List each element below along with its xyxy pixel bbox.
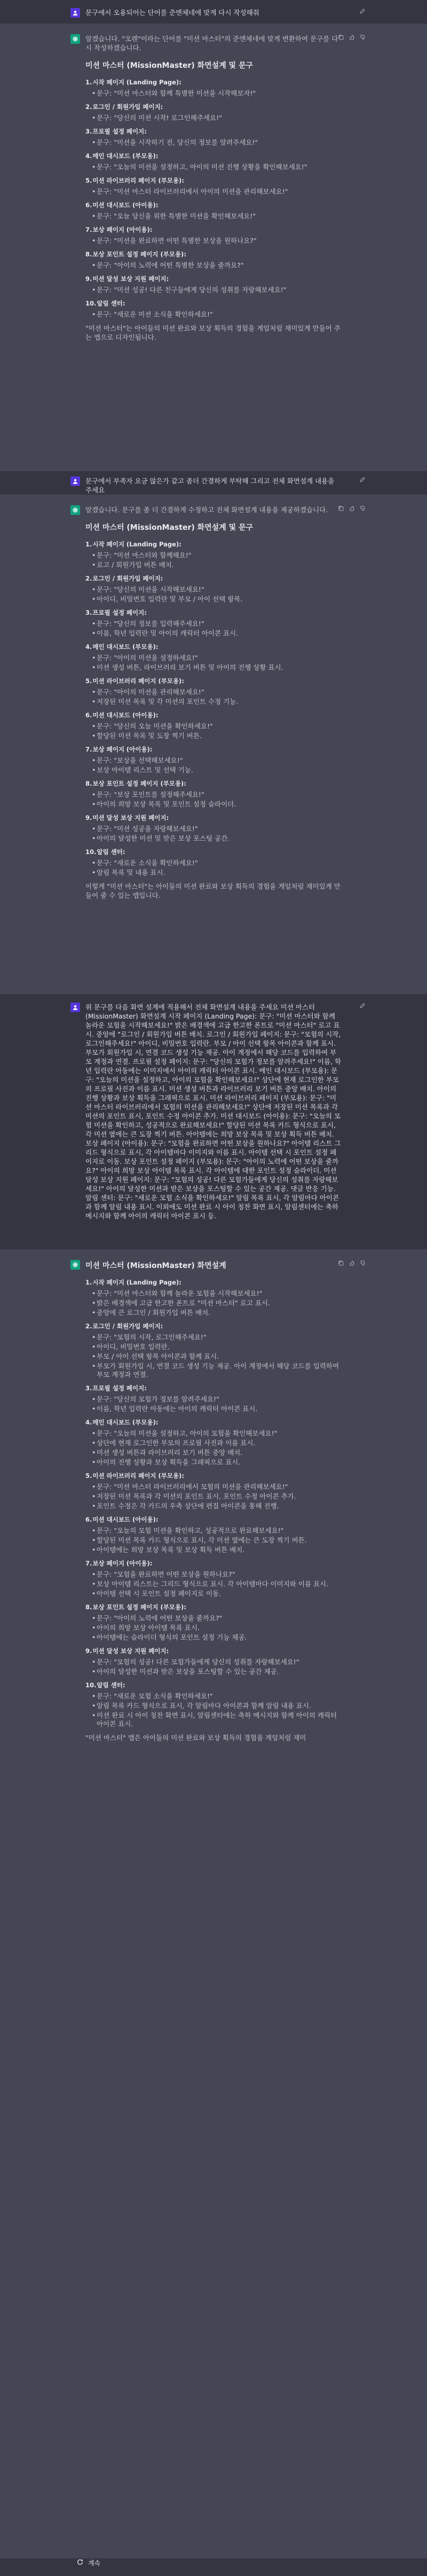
bullet-item: • 아이의 진행 상황과 보상 획득을 그래픽으로 표시.	[92, 1458, 342, 1467]
bullet-item: • 문구: "보상을 선택해보세요!"	[92, 756, 342, 765]
section-heading	[85, 225, 342, 234]
screen-section	[85, 779, 342, 809]
assistant-message	[0, 495, 427, 994]
bullet-list	[85, 286, 342, 294]
screen-section	[85, 1278, 342, 1317]
assistant-outro: "미션 마스터"는 아이들의 미션 완료와 보상 획득의 경험을 게임처럼 재미있게 만들어 주는 앱으로 디자인됩니다.	[85, 324, 341, 341]
section-heading	[85, 299, 342, 308]
screen-section	[85, 711, 342, 740]
section-number: 1.	[85, 541, 92, 548]
copy-icon[interactable]	[338, 1260, 344, 1266]
openai-logo-icon	[72, 1262, 78, 1268]
bullet-item: • 문구: "당신의 미션 시작! 로그인해주세요!"	[92, 114, 342, 122]
screen-section	[85, 745, 342, 774]
bullet-item: • 아이디, 비밀번호 입력란 및 부모 / 아이 선택 항목.	[92, 595, 342, 604]
assistant-message	[0, 1249, 427, 2558]
bullet-list	[85, 654, 342, 672]
section-number: 1.	[85, 79, 92, 86]
section-heading	[85, 608, 342, 617]
bullet-item: • 아이디, 비밀번호 입력란.	[92, 1343, 342, 1351]
screen-section	[85, 225, 342, 245]
bullet-list	[85, 1483, 342, 1510]
bullet-item: • 포인트 수정은 각 카드의 우측 상단에 편집 아이콘을 통해 진행.	[92, 1502, 342, 1510]
bullet-item: • 문구: "모험을 완료하면 어떤 보상을 원하나요?"	[92, 1570, 342, 1579]
screen-section	[85, 643, 342, 672]
section-title: 로그인 / 회원가입 페이지:	[92, 103, 163, 111]
bullet-item: • 문구: "미션 마스터 라이브러리에서 아이의 미션을 관리해보세요!"	[92, 187, 342, 196]
section-title: 알림 센터:	[97, 848, 125, 856]
section-heading	[85, 78, 342, 87]
section-title: 시작 페이지 (Landing Page):	[92, 1279, 181, 1286]
user-message	[0, 994, 427, 1249]
edit-icon[interactable]	[359, 1003, 366, 1009]
bullet-list	[85, 114, 342, 122]
bullet-list	[85, 1429, 342, 1467]
bullet-item: • 이름, 학년 입력란 및 아이의 캐릭터 아이콘 표시.	[92, 629, 342, 638]
bullet-item: • 아이의 희망 보상 아이템 목록 표시.	[92, 1624, 342, 1632]
screen-section	[85, 574, 342, 604]
screen-section	[85, 176, 342, 196]
section-heading	[85, 1559, 342, 1568]
section-title: 보상 페이지 (아이용):	[92, 226, 153, 233]
thumbs-down-icon[interactable]	[359, 34, 366, 41]
thumbs-up-icon[interactable]	[349, 34, 355, 41]
screen-section	[85, 848, 342, 877]
screen-section	[85, 1559, 342, 1598]
section-heading	[85, 201, 342, 209]
screen-section	[85, 250, 342, 270]
bullet-item: • 문구: "미션 마스터와 함께해요!"	[92, 551, 342, 560]
user-message-text: 위 문구를 다음 화면 설계에 적용해서 전체 화면설계 내용을 주세요 미션 마스터 (MissionMaster) 화면설계 시작 페이지 (Landing Page): 문구: "미션 마스터와 함께 놀라운 모험을 시작해보세요!" 밝은 배경색에 고급 한고한 폰트로 "미션 마스터" 로고 표시. 중앙에 "로그인 / 회원가입 버튼 배치. 로그인 / 회원가입 페이지: 문구: "모험의 시작, 로그인해주세요!" 아이디, 비밀번호 입력란. 부모 / 아이 선택 항목 아이콘과 함께 표시. 부모가 회원가입 시, 연결 코드 생성 기능 제공. 아이 계정에서 해당 코드를 입력하여 부모 계정과 연결. 프로필 설정 페이지: 문구: "당신의 모험가 정보를 알려주세요!" 이름, 학년 입력란 아동에는 이미지에서 아이의 캐릭터 아이콘 표시. 메인 대시보드 (부모용): 문구: "오늘의 미션을 설정하고, 아이의 모험을 확인해보세요!" 상단에 현재 로그인한 부모의 프로필 사진과 이름 표시. 미션 생성 버튼과 라이브러리 보기 버튼 중앙 배치. 아이의 진행 상황과 보상 획득을 그래픽으로 표시. 미션 라이브러리 페이지 (부모용): 문구: "미션 마스터 라이브러리에서 모험의 미션을 관리해보세요!" 상단에 저장된 미션 목록과 각 미션의 포인트 표시, 포인트 수정 아이콘 추가. 미션 대시보드 (아이용): 문구: "오늘의 모험 미션을 확인하고, 성공적으로 완료해보세요!" 할당된 미션 목록 카드 형식으로 표시, 각 미션 옆에는 큰 도장 찍기 버튼. 아이템에는 희망 보상 목록 및 보상 획득 버튼 배치. 보상 페이지 (아이용): 문구: "모험을 완료하면 어떤 보상을 원하나요?" 아이템 리스트 그리드 형식으로 표시, 각 아이템마다 이미지와 이름 표시. 아이템 선택 시 포인트 설정 페이지로 이동. 보상 포인트 설정 페이지 (부모용): 문구: "아이의 노력에 어떤 보상을 줄까요?" 아이의 희망 보상 아이템 목록 표시. 각 아이템에 대한 포인트 설정 슬라이더. 미션 달성 보상 지원 페이지: 문구: "모험의 성공! 다른 모험가들에게 당신의 성취를 자랑해보세요!" 아이의 달성한 미션과 받은 보상을 포스팅할 수 있는 공간 제공. 댓글 반응 기능. 알림 센터: 문구: "새로운 모험 소식을 확인하세요!" 알림 목록 표시, 각 알림마다 아이콘과 함께 알림 내용 표시. 이외에도 미션 완료 시 아이 칭찬 화면 표시, 알림센터에는 축하 메시지와 함께 아이의 캐릭터 아이콘 표시 등.	[85, 1003, 343, 1220]
screen-section	[85, 201, 342, 221]
assistant-outro: 이렇게 "미션 마스터"는 아이들의 미션 완료와 보상 획득의 경험을 게임처럼 재미있게 만들어 줄 수 있는 앱입니다.	[85, 882, 341, 899]
section-number: 8.	[85, 250, 92, 258]
section-number: 5.	[85, 1472, 92, 1479]
bullet-item: • 문구: "새로운 소식을 확인하세요!"	[92, 859, 342, 867]
section-title: 메인 대시보드 (부모용):	[92, 643, 159, 651]
bullet-item: • 문구: "미션 마스터와 함께 놀라운 모험을 시작해보세요!"	[92, 1289, 342, 1298]
message-controls	[338, 505, 366, 512]
openai-logo-icon	[72, 507, 78, 513]
bullet-item: • 문구: "당신의 모험가 정보를 알려주세요!"	[92, 1395, 342, 1404]
message-content	[85, 471, 342, 495]
section-title: 미션 대시보드 (아이용):	[92, 201, 159, 209]
bullet-list	[85, 756, 342, 774]
bullet-item: • 문구: "미션을 완료하면 어떤 특별한 보상을 원하나요?"	[92, 237, 342, 245]
section-heading	[85, 250, 342, 259]
section-number: 4.	[85, 643, 92, 651]
section-number: 9.	[85, 1647, 92, 1655]
bullet-list	[85, 825, 342, 843]
user-icon	[72, 10, 78, 16]
section-heading	[85, 1471, 342, 1480]
section-heading	[85, 711, 342, 719]
screen-section	[85, 78, 342, 98]
bullet-item: • 문구: "미션 마스터와 함께 특별한 미션을 시작해보자!"	[92, 89, 342, 98]
screen-section	[85, 1647, 342, 1676]
message-content	[85, 994, 342, 1220]
bullet-item: • 미션 생성 버튼과 라이브러리 보기 버튼 중앙 배치.	[92, 1448, 342, 1457]
section-title: 시작 페이지 (Landing Page):	[92, 79, 181, 86]
screen-section	[85, 1322, 342, 1379]
section-number: 7.	[85, 1560, 92, 1567]
section-number: 10.	[85, 300, 97, 307]
section-number: 6.	[85, 1516, 92, 1523]
refresh-icon	[76, 2558, 84, 2567]
user-message-text: 문구에서 부족자 요긍 않은가 같고 좀더 간결하게 부탁해 그리고 전체 화면설계 내용을 주세요	[85, 477, 337, 494]
section-title: 알림 센터:	[97, 1681, 125, 1689]
bullet-list	[85, 261, 342, 270]
bullet-item: • 미션 생성 버튼, 라이브러리 보기 버튼 및 아이의 진행 상황 표시.	[92, 663, 342, 672]
continue-button[interactable]	[76, 2558, 100, 2567]
section-heading	[85, 848, 342, 856]
bullet-list	[85, 620, 342, 638]
section-number: 9.	[85, 275, 92, 283]
section-heading	[85, 127, 342, 136]
bullet-list	[85, 688, 342, 706]
bullet-item: • 문구: "미션 성공! 다른 친구들에게 당신의 성취를 자랑해보세요!"	[92, 286, 342, 294]
section-title: 미션 달성 보상 지원 페이지:	[92, 814, 169, 821]
section-heading	[85, 1515, 342, 1524]
section-number: 2.	[85, 1322, 92, 1330]
assistant-message	[0, 24, 427, 471]
bullet-item: • 아이템에는 희망 보상 목록 및 보상 획득 버튼 배치.	[92, 1546, 342, 1554]
screen-section	[85, 540, 342, 569]
section-title: 미션 달성 보상 지원 페이지:	[92, 1647, 169, 1655]
bullet-list	[85, 859, 342, 877]
message-controls	[359, 8, 366, 14]
section-heading	[85, 779, 342, 788]
message-controls	[338, 1260, 366, 1266]
bullet-item: • 문구: "당신의 정보를 입력해주세요!"	[92, 620, 342, 628]
bullet-item: • 할당된 미션 목록 카드 형식으로 표시, 각 미션 옆에는 큰 도장 찍기 버튼.	[92, 1536, 342, 1545]
section-heading	[85, 677, 342, 685]
message-controls	[359, 1003, 366, 1009]
bullet-item: • 보상 아이템 리스트는 그리드 형식으로 표시. 각 아이템마다 이미지와 이름 표시.	[92, 1580, 342, 1588]
section-heading	[85, 643, 342, 651]
screen-section	[85, 1681, 342, 1728]
bullet-list	[85, 187, 342, 196]
section-title: 로그인 / 회원가입 페이지:	[92, 1322, 163, 1330]
section-heading	[85, 1647, 342, 1655]
user-message	[0, 471, 427, 495]
section-number: 8.	[85, 1603, 92, 1611]
message-content	[85, 0, 342, 17]
assistant-intro: 알겠습니다. 문구를 좀 더 간결하게 수정하고 전체 화면설계 내용을 제공하겠습니다.	[85, 506, 328, 514]
screen-section	[85, 1384, 342, 1413]
bot-avatar	[70, 34, 80, 44]
copy-icon[interactable]	[338, 34, 344, 41]
section-number: 10.	[85, 1681, 97, 1689]
section-title: 프로필 설정 페이지:	[92, 1384, 147, 1392]
bullet-item: • 문구: "당신의 오늘 미션을 확인하세요!"	[92, 722, 342, 731]
bullet-item: • 문구: "미션 마스터 라이브러리에서 모험의 미션을 관리해보세요!"	[92, 1483, 342, 1491]
bullet-item: • 문구: "아이의 미션을 설정하세요!"	[92, 654, 342, 662]
section-heading	[85, 152, 342, 160]
bullet-item: • 부모가 회원가입 시, 연결 코드 생성 기능 제공. 아이 계정에서 해당 코드를 입력하여 부모 계정과 연결.	[92, 1362, 342, 1379]
section-heading	[85, 1681, 342, 1689]
bullet-item: • 문구: "오늘 당신을 위한 특별한 미션을 확인해보세요!"	[92, 212, 342, 221]
bullet-list	[85, 1692, 342, 1728]
section-number: 7.	[85, 746, 92, 753]
thumbs-down-icon[interactable]	[359, 505, 366, 512]
bullet-list	[85, 1395, 342, 1413]
section-heading	[85, 1384, 342, 1392]
section-heading	[85, 1418, 342, 1427]
thumbs-up-icon[interactable]	[349, 1260, 355, 1266]
bullet-item: • 할당된 미션 목록 및 도장 찍기 버튼.	[92, 732, 342, 740]
section-number: 8.	[85, 780, 92, 787]
bullet-item: • 문구: "미션을 시작하기 전, 당신의 정보를 알려주세요!"	[92, 138, 342, 147]
screen-section	[85, 127, 342, 147]
bullet-item: • 문구: "오늘의 모험 미션을 확인하고, 성공적으로 완료해보세요!"	[92, 1526, 342, 1535]
bullet-list	[85, 1526, 342, 1554]
section-title: 로그인 / 회원가입 페이지:	[92, 575, 163, 582]
bullet-item: • 문구: "오늘의 미션을 설정하고, 아이의 미션 진행 상황을 확인해보세요!"	[92, 163, 342, 171]
bullet-list	[85, 163, 342, 171]
bullet-list	[85, 1658, 342, 1676]
section-heading	[85, 103, 342, 111]
screen-section	[85, 1471, 342, 1510]
message-controls	[338, 34, 366, 41]
section-number: 1.	[85, 1279, 92, 1286]
section-number: 9.	[85, 814, 92, 821]
screen-section	[85, 813, 342, 843]
bullet-list	[85, 585, 342, 604]
bullet-item: • 부모 / 아이 선택 항목 아이콘과 함께 표시.	[92, 1352, 342, 1361]
bullet-item: • 로고 / 회원가입 버튼 배치.	[92, 561, 342, 569]
bullet-item: • 중앙에 큰 로그인 / 회원가입 버튼 배치.	[92, 1309, 342, 1317]
section-number: 2.	[85, 575, 92, 582]
screen-section	[85, 152, 342, 171]
section-number: 2.	[85, 103, 92, 111]
section-heading	[85, 1278, 342, 1287]
edit-icon[interactable]	[359, 476, 366, 483]
section-heading	[85, 176, 342, 185]
bullet-item: • 문구: "오늘의 미션을 설정하고, 아이의 모험을 확인해보세요!"	[92, 1429, 342, 1438]
section-title: 보상 페이지 (아이용):	[92, 746, 153, 753]
response-title: 미션 마스터 (MissionMaster) 화면설계	[85, 1262, 226, 1270]
bullet-list	[85, 89, 342, 98]
bot-avatar	[70, 1260, 80, 1270]
bullet-item: • 문구: "모험의 성공! 다른 모험가들에게 당신의 성취를 자랑해보세요!"	[92, 1658, 342, 1666]
bullet-list	[85, 310, 342, 319]
bullet-item: • 아이템 선택 시 포인트 설정 페이지로 이동.	[92, 1590, 342, 1598]
message-content	[85, 1249, 342, 1742]
thumbs-down-icon[interactable]	[359, 1260, 366, 1266]
section-title: 프로필 설정 페이지:	[92, 128, 147, 135]
bullet-item: • 아이의 달성한 미션과 받은 보상을 포스팅할 수 있는 공간 제공.	[92, 1667, 342, 1676]
section-title: 미션 라이브러리 페이지 (부모용):	[92, 1472, 184, 1479]
message-content	[85, 24, 342, 342]
bullet-item: • 문구: "모험의 시작, 로그인해주세요!"	[92, 1333, 342, 1342]
bullet-item: • 문구: "보상 포인트를 설정해주세요!"	[92, 790, 342, 799]
user-avatar	[70, 8, 80, 18]
section-title: 메인 대시보드 (부모용):	[92, 1419, 159, 1426]
response-title: 미션 마스터 (MissionMaster) 화면설계 및 문구	[85, 523, 254, 532]
user-icon	[72, 478, 78, 484]
bullet-list	[85, 790, 342, 809]
screen-section	[85, 1418, 342, 1467]
section-number: 3.	[85, 128, 92, 135]
bullet-item: • 상단에 현재 로그인한 부모의 프로필 사진과 이름 표시.	[92, 1439, 342, 1447]
section-heading	[85, 275, 342, 283]
bullet-item: • 문구: "새로운 미션 소식을 확인하세요!"	[92, 310, 342, 319]
screen-section	[85, 1515, 342, 1554]
bullet-list	[85, 138, 342, 147]
user-avatar	[70, 1003, 80, 1012]
bullet-item: • 미션 완료 시 아이 칭찬 화면 표시, 알림센터에는 축하 메시지와 함께 아이의 캐릭터 아이콘 표시.	[92, 1711, 342, 1728]
bullet-item: • 문구: "아이의 노력에 어떤 특별한 보상을 줄까요?"	[92, 261, 342, 270]
section-title: 알림 센터:	[97, 300, 125, 307]
section-title: 시작 페이지 (Landing Page):	[92, 541, 181, 548]
user-avatar	[70, 476, 80, 486]
bullet-item: • 문구: "당신의 미션을 시작해보세요!"	[92, 585, 342, 594]
bullet-list	[85, 1289, 342, 1317]
bullet-list	[85, 551, 342, 569]
bullet-item: • 문구: "아이의 미션을 관리해보세요!"	[92, 688, 342, 696]
user-icon	[72, 1004, 78, 1011]
bullet-item: • 이름, 학년 입력란 아동에는 아이의 캐릭터 아이콘 표시.	[92, 1405, 342, 1413]
section-number: 3.	[85, 1384, 92, 1392]
section-heading	[85, 574, 342, 583]
section-heading	[85, 1322, 342, 1330]
section-number: 5.	[85, 677, 92, 685]
bot-avatar	[70, 505, 80, 515]
section-heading	[85, 813, 342, 822]
assistant-intro: 알겠습니다. "오렌"이라는 단어를 "미션 마스터"의 준엔체네에 맞게 변환하여 문구를 다시 작성하겠습니다.	[85, 35, 338, 52]
bullet-item: • 알림 목록 카드 형식으로 표시, 각 알림마다 아이콘과 함께 알림 내용 표시.	[92, 1702, 342, 1710]
section-title: 미션 라이브러리 페이지 (부모용):	[92, 177, 184, 184]
section-title: 미션 라이브러리 페이지 (부모용):	[92, 677, 184, 685]
screen-section	[85, 608, 342, 638]
screen-section	[85, 1603, 342, 1642]
section-title: 보상 포인트 설정 페이지 (부모용):	[92, 250, 186, 258]
openai-logo-icon	[72, 36, 78, 42]
assistant-outro: "미션 마스터" 앱은 아이들의 미션 완료와 보상 획득의 경험을 게임처럼 재미	[85, 1734, 306, 1742]
section-title: 보상 포인트 설정 페이지 (부모용):	[92, 1603, 186, 1611]
message-controls	[359, 476, 366, 483]
section-title: 메인 대시보드 (부모용):	[92, 152, 159, 160]
section-number: 4.	[85, 1419, 92, 1426]
bullet-item: • 문구: "아이의 노력에 어떤 보상을 줄까요?"	[92, 1614, 342, 1623]
section-title: 미션 달성 보상 지원 페이지:	[92, 275, 169, 283]
bullet-list	[85, 1614, 342, 1642]
section-number: 6.	[85, 201, 92, 209]
bullet-list	[85, 212, 342, 221]
section-number: 4.	[85, 152, 92, 160]
copy-icon[interactable]	[338, 505, 344, 512]
bullet-item: • 문구: "미션 성공을 자랑해보세요!"	[92, 825, 342, 833]
screen-section	[85, 103, 342, 122]
bullet-list	[85, 1333, 342, 1379]
section-title: 미션 대시보드 (아이용):	[92, 711, 159, 719]
section-number: 7.	[85, 226, 92, 233]
thumbs-up-icon[interactable]	[349, 505, 355, 512]
section-heading	[85, 1603, 342, 1611]
section-number: 10.	[85, 848, 97, 856]
section-heading	[85, 745, 342, 754]
message-content	[85, 495, 342, 900]
response-title: 미션 마스터 (MissionMaster) 화면설계 및 문구	[85, 61, 254, 70]
bullet-item: • 아이의 희망 보상 목록 및 포인트 설정 슬라이더.	[92, 800, 342, 809]
bullet-item: • 알림 목록 및 내용 표시.	[92, 868, 342, 877]
bullet-list	[85, 722, 342, 740]
section-number: 3.	[85, 609, 92, 616]
bullet-item: • 밝은 배경색에 고급 한고한 폰트로 "미션 마스터" 로고 표시.	[92, 1299, 342, 1307]
section-title: 미션 대시보드 (아이용):	[92, 1516, 159, 1523]
bullet-list	[85, 237, 342, 245]
bullet-item: • 아이템에는 슬라이더 형식의 포인트 설정 기능 제공.	[92, 1633, 342, 1642]
screen-section	[85, 275, 342, 294]
continue-label: 계속	[88, 2559, 101, 2567]
user-message	[0, 0, 427, 24]
section-number: 6.	[85, 711, 92, 719]
section-heading	[85, 540, 342, 549]
section-title: 프로필 설정 페이지:	[92, 609, 147, 616]
bottom-bar	[0, 2558, 427, 2576]
bullet-item: • 아이의 달성한 미션 및 받은 보상 포스팅 공간.	[92, 834, 342, 843]
section-number: 5.	[85, 177, 92, 184]
screen-section	[85, 677, 342, 706]
bullet-item: • 저장된 미션 목록 및 각 미션의 포인트 수정 기능.	[92, 698, 342, 706]
section-title: 보상 페이지 (아이용):	[92, 1560, 153, 1567]
bullet-item: • 문구: "새로운 모험 소식을 확인하세요!"	[92, 1692, 342, 1701]
user-message-text: 문구에서 오용되어는 단어를 준엔체네에 맞게 다시 작성해줘	[85, 9, 259, 17]
edit-icon[interactable]	[359, 8, 366, 14]
bullet-item: • 저장된 미션 목록과 각 미션의 포인트 표시, 포인트 수정 아이콘 추가.	[92, 1492, 342, 1501]
bullet-list	[85, 1570, 342, 1598]
bullet-item: • 보상 아이템 리스트 및 선택 기능.	[92, 766, 342, 774]
section-title: 보상 포인트 설정 페이지 (부모용):	[92, 780, 186, 787]
screen-section	[85, 299, 342, 319]
